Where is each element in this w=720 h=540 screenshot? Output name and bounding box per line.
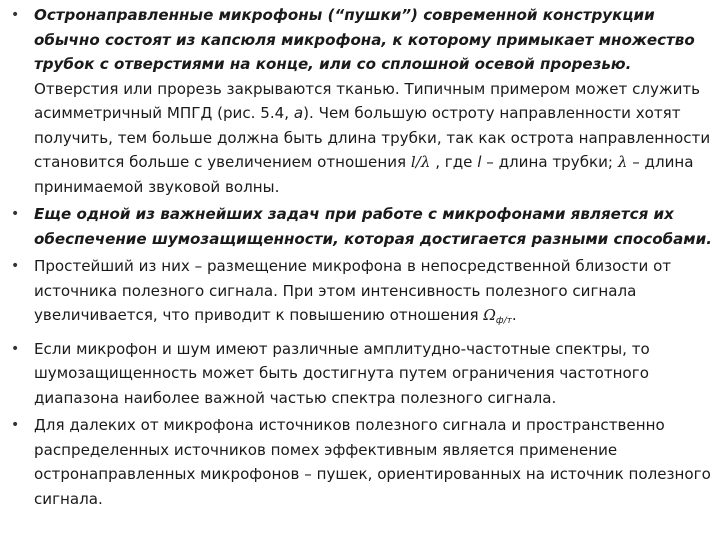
bullet-item-noise-immunity — [11, 202, 714, 251]
omega-symbol: Ω — [483, 306, 496, 324]
bullet-text: , где — [430, 153, 478, 171]
bullet-text: Отверстия или прорезь закрываются тканью. Типичным примером может служить асимметричный МПГД (рис. 5.4, — [34, 79, 701, 122]
bullet-item-directional-microphones — [11, 413, 714, 511]
length-symbol: l — [477, 153, 482, 171]
bullet-text: – длина трубки; — [481, 153, 618, 171]
bullet-dot-icon: • — [11, 340, 20, 357]
bullet-emphasis-text: Еще одной из важнейших задач при работе с микрофонами является их обеспечение шумозащищенности, которая достигается разными способами. — [34, 205, 712, 248]
bullet-dot-icon: • — [11, 206, 20, 222]
figure-ref-letter: а — [293, 104, 304, 122]
bullet-text-end: . — [511, 306, 517, 324]
wavelength-symbol: λ — [617, 153, 628, 171]
omega-subscript: ф/т — [495, 316, 512, 326]
ratio-formula: l/λ — [410, 153, 431, 171]
bullet-text: Простейший из них – размещение микрофона в непосредственной близости от источника полезного сигнала. При этом интенсивность полезного сигнала увеличивается, что приводит к повышению отношения — [34, 257, 672, 324]
bullet-item-close-placement — [11, 254, 714, 334]
bullet-list — [11, 3, 714, 514]
bullet-text: Если микрофон и шум имеют различные амплитудно-частотные спектры, то шумозащищенность может быть достигнута путем ограничения частотного диапазона наиболее важной частью спектра полезного сигнала. — [34, 339, 650, 407]
bullet-dot-icon: • — [11, 417, 20, 433]
bullet-dot-icon: • — [11, 258, 20, 274]
bullet-dot-icon: • — [11, 7, 20, 23]
bullet-emphasis-text: Остронаправленные микрофоны (“пушки”) современной конструкции обычно состоят из капсюля микрофона, к которому примыкает множество трубок с отверстиями на конце, или со сплошной осевой прорезью. — [34, 6, 695, 73]
bullet-item-frequency-limiting — [11, 337, 714, 411]
bullet-item-shotgun-microphones — [11, 3, 714, 199]
bullet-text: ). Чем большую остроту направленности хотят получить, тем больше должна быть длина трубки, так как острота направленности становится больше с увеличением отношения — [34, 104, 711, 171]
bullet-text: Для далеких от микрофона источников полезного сигнала и пространственно распределенных источников помех эффективным является применение остронаправленных микрофонов – пушек, ориентированных на источник полезного сигнала. — [34, 416, 711, 508]
bullet-text: – длина принимаемой звуковой волны. — [34, 153, 694, 196]
